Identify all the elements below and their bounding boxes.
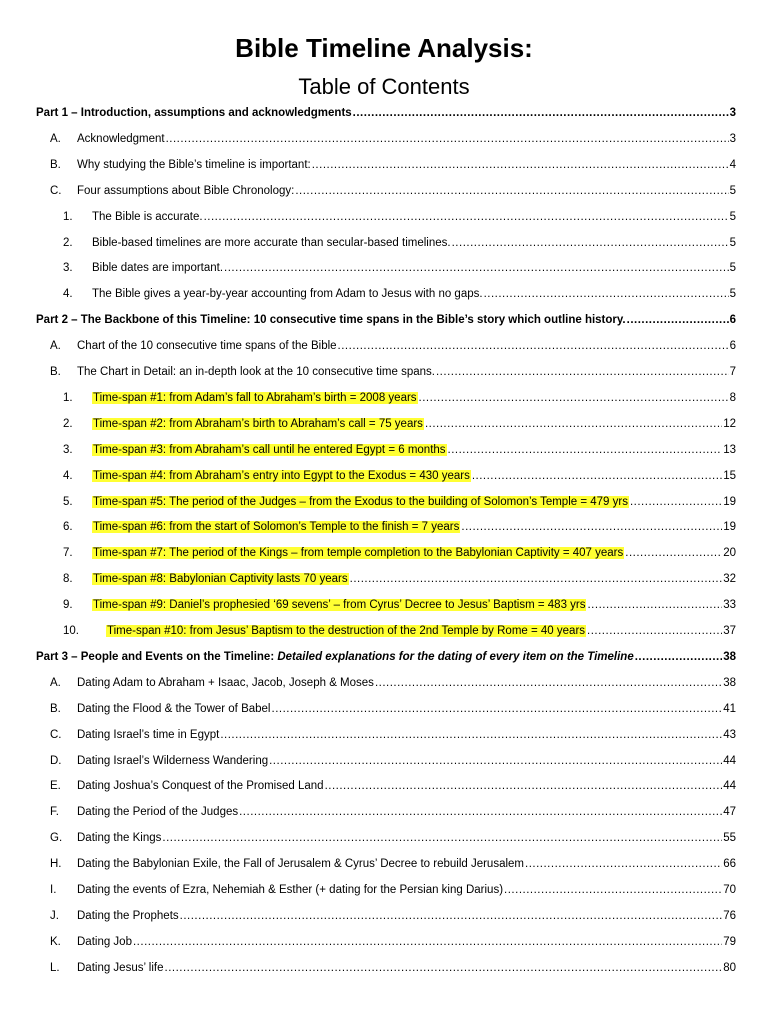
toc-entry-number: B. bbox=[50, 158, 61, 171]
dot-leader bbox=[224, 258, 729, 278]
toc-entry-number: 1. bbox=[63, 210, 73, 223]
toc-entry-title bbox=[92, 284, 483, 304]
toc-page-number: 80 bbox=[723, 961, 736, 974]
toc-entry-number: H. bbox=[50, 858, 62, 871]
toc-entry-number: 2. bbox=[63, 236, 73, 249]
toc-entry-number: 2. bbox=[63, 417, 73, 430]
toc-entry[interactable] bbox=[0, 207, 768, 227]
toc-entry-number: 3. bbox=[63, 262, 73, 275]
toc-entry-title bbox=[92, 466, 471, 486]
toc-entry-italic-text: Detailed explanations for the dating of every item on the Timeline bbox=[277, 650, 634, 663]
toc-entry-number: E. bbox=[50, 780, 61, 793]
toc-entry[interactable] bbox=[0, 854, 768, 874]
dot-leader bbox=[484, 284, 729, 304]
toc-entry[interactable] bbox=[0, 466, 768, 486]
toc-entry-number: A. bbox=[50, 676, 61, 689]
dot-leader bbox=[269, 751, 722, 771]
toc-page-number: 41 bbox=[723, 702, 736, 715]
dot-leader bbox=[625, 543, 722, 563]
toc-entry[interactable] bbox=[0, 932, 768, 952]
toc-entry-title bbox=[92, 543, 624, 563]
toc-entry-number: A. bbox=[50, 132, 61, 145]
toc-page-number: 47 bbox=[723, 806, 736, 819]
toc-entry-title bbox=[77, 181, 294, 201]
toc-entry-title-text: Dating the Prophets bbox=[77, 909, 179, 922]
toc-entry-title-text: Dating Joshua’s Conquest of the Promised Land bbox=[77, 780, 324, 793]
highlighted-title: Time-span #5: The period of the Judges – from the Exodus to the building of Solomon’s Temple = 479 yrs bbox=[93, 495, 628, 508]
toc-page-number: 8 bbox=[729, 391, 736, 404]
highlighted-title: Time-span #10: from Jesus’ Baptism to the destruction of the 2nd Temple by Rome = 40 years bbox=[107, 625, 586, 637]
toc-entry-title bbox=[36, 310, 626, 330]
dot-leader bbox=[472, 466, 722, 486]
toc-page-number: 5 bbox=[729, 210, 736, 223]
toc-part-entry[interactable] bbox=[0, 310, 768, 330]
toc-page-number: 5 bbox=[729, 236, 736, 249]
toc-entry[interactable] bbox=[0, 906, 768, 926]
toc-entry-title bbox=[77, 699, 271, 719]
toc-entry-title bbox=[77, 828, 161, 848]
toc-entry-number: B. bbox=[50, 366, 61, 378]
toc-entry-title-text: Dating Israel’s time in Egypt bbox=[77, 728, 220, 741]
toc-page-number: 19 bbox=[723, 495, 736, 508]
toc-entry-title-text: Dating the Flood & the Tower of Babel bbox=[77, 702, 271, 715]
toc-entry[interactable] bbox=[0, 673, 768, 693]
toc-entry-number: 1. bbox=[63, 391, 73, 404]
toc-entry-number: D. bbox=[50, 754, 62, 767]
toc-page-number: 5 bbox=[729, 288, 736, 301]
toc-entry[interactable] bbox=[0, 958, 768, 978]
toc-entry-title bbox=[77, 776, 324, 796]
toc-entry-title-text: The Bible is accurate. bbox=[92, 210, 203, 223]
toc-page-number: 19 bbox=[723, 521, 736, 534]
toc-entry-title bbox=[77, 958, 164, 978]
dot-leader bbox=[587, 595, 722, 615]
toc-page-number: 79 bbox=[723, 935, 736, 948]
toc-entry-title bbox=[77, 336, 337, 356]
dot-leader bbox=[239, 802, 722, 822]
toc-entry[interactable] bbox=[0, 751, 768, 771]
toc-entry-title-text: Dating Job bbox=[77, 935, 132, 948]
highlighted-title: Time-span #6: from the start of Solomon’s Temple to the finish = 7 years bbox=[93, 521, 460, 534]
toc-entry-title bbox=[92, 414, 424, 434]
toc-entry-title bbox=[77, 155, 311, 175]
toc-entry-title bbox=[92, 440, 447, 460]
toc-page-number: 12 bbox=[723, 417, 736, 430]
toc-entry[interactable] bbox=[0, 569, 768, 589]
dot-leader bbox=[220, 725, 722, 745]
toc-part-entry[interactable] bbox=[0, 647, 768, 667]
toc-entry-title-text: Dating the Babylonian Exile, the Fall of Jerusalem & Cyrus’ Decree to rebuild Jerusalem bbox=[77, 858, 525, 871]
toc-entry-title-text: Acknowledgment bbox=[77, 132, 165, 145]
toc-entry-title-text: Part 1 – Introduction, assumptions and acknowledgments bbox=[36, 107, 352, 119]
toc-entry[interactable] bbox=[0, 129, 768, 149]
dot-leader bbox=[448, 440, 723, 460]
toc-entry-number: G. bbox=[50, 832, 63, 845]
highlighted-title: Time-span #4: from Abraham’s entry into Egypt to the Exodus = 430 years bbox=[93, 469, 470, 482]
toc-entry-title bbox=[77, 129, 165, 149]
toc-page-number: 3 bbox=[729, 107, 736, 119]
dot-leader bbox=[295, 181, 728, 201]
toc-entry-title bbox=[92, 207, 203, 227]
toc-entry[interactable] bbox=[0, 233, 768, 253]
toc-entry-title-text: The Bible gives a year-by-year accounting from Adam to Jesus with no gaps. bbox=[92, 288, 483, 301]
dot-leader bbox=[627, 310, 729, 330]
toc-page-number: 37 bbox=[723, 625, 736, 637]
toc-entry[interactable] bbox=[0, 440, 768, 460]
dot-leader bbox=[338, 336, 729, 356]
toc-entry-number: K. bbox=[50, 935, 61, 948]
toc-entry-title bbox=[77, 854, 524, 874]
toc-entry[interactable] bbox=[0, 776, 768, 796]
toc-entry-title bbox=[92, 517, 460, 537]
dot-leader bbox=[353, 103, 729, 123]
toc-page-number: 38 bbox=[723, 650, 736, 663]
toc-entry-title-text: Dating Jesus’ life bbox=[77, 961, 164, 974]
toc-entry[interactable] bbox=[0, 388, 768, 408]
toc-entry[interactable] bbox=[0, 362, 768, 382]
dot-leader bbox=[325, 776, 723, 796]
toc-page-number: 55 bbox=[723, 832, 736, 845]
toc-entry[interactable] bbox=[0, 595, 768, 615]
toc-part-entry[interactable] bbox=[0, 103, 768, 123]
toc-entry-number: 4. bbox=[63, 288, 73, 301]
highlighted-title: Time-span #8: Babylonian Captivity lasts 70 years bbox=[93, 573, 348, 586]
toc-entry-title bbox=[77, 725, 219, 745]
toc-entry[interactable] bbox=[0, 181, 768, 201]
toc-entry-title bbox=[77, 362, 435, 382]
toc-entry[interactable] bbox=[0, 880, 768, 900]
toc-entry-title-text: Four assumptions about Bible Chronology: bbox=[77, 184, 295, 197]
toc-entry-title bbox=[92, 492, 629, 512]
toc-entry-title-text: The Chart in Detail: an in-depth look at the 10 consecutive time spans. bbox=[77, 366, 435, 378]
toc-entry-title-text: Part 3 – People and Events on the Timeline: bbox=[36, 650, 278, 663]
toc-entry-title bbox=[92, 388, 418, 408]
toc-entry-title-text: Dating the Period of the Judges bbox=[77, 806, 239, 819]
toc-entry-title-text: Chart of the 10 consecutive time spans of the Bible bbox=[77, 340, 337, 353]
toc-entry[interactable] bbox=[0, 155, 768, 175]
toc-entry-title bbox=[92, 595, 586, 615]
toc-entry-title bbox=[77, 751, 268, 771]
toc-entry-title bbox=[77, 802, 238, 822]
dot-leader bbox=[272, 699, 723, 719]
toc-page-number: 20 bbox=[723, 547, 736, 560]
toc-entry[interactable] bbox=[0, 284, 768, 304]
toc-entry-title bbox=[36, 103, 352, 123]
highlighted-title: Time-span #2: from Abraham’s birth to Abraham’s call = 75 years bbox=[93, 417, 423, 430]
dot-leader bbox=[630, 492, 722, 512]
toc-entry-title bbox=[77, 906, 179, 926]
toc-entry-title bbox=[77, 880, 503, 900]
toc-page-number: 70 bbox=[723, 884, 736, 896]
toc-entry-title-text: Part 2 – The Backbone of this Timeline: 10 consecutive time spans in the Bible’s story which outline history. bbox=[36, 314, 626, 327]
toc-entry[interactable] bbox=[0, 828, 768, 848]
toc-entry-number: 10. bbox=[63, 625, 79, 637]
toc-entry-number: 6. bbox=[63, 521, 73, 534]
toc-entry-title-text: Dating the Kings bbox=[77, 832, 162, 845]
dot-leader bbox=[133, 932, 722, 952]
dot-leader bbox=[452, 233, 729, 253]
dot-leader bbox=[162, 828, 722, 848]
toc-entry-number: C. bbox=[50, 184, 62, 197]
toc-entry-title bbox=[106, 621, 586, 641]
toc-page-number: 13 bbox=[723, 443, 736, 456]
toc-entry[interactable] bbox=[0, 725, 768, 745]
toc-entry[interactable] bbox=[0, 621, 768, 641]
toc-page-number: 15 bbox=[723, 469, 736, 482]
toc-page-number: 44 bbox=[723, 754, 736, 767]
toc-entry-number: 8. bbox=[63, 573, 73, 586]
dot-leader bbox=[587, 621, 722, 641]
toc-entry-number: F. bbox=[50, 806, 59, 819]
toc-page-number: 32 bbox=[723, 573, 736, 586]
toc-entry[interactable] bbox=[0, 543, 768, 563]
toc-page-number: 5 bbox=[729, 262, 736, 275]
dot-leader bbox=[166, 129, 729, 149]
dot-leader bbox=[525, 854, 722, 874]
toc-entry[interactable] bbox=[0, 517, 768, 537]
toc-page-number: 33 bbox=[723, 599, 736, 612]
toc-entry-title-text: Dating the events of Ezra, Nehemiah & Esther (+ dating for the Persian king Darius) bbox=[77, 884, 504, 896]
document-subtitle: Table of Contents bbox=[298, 74, 470, 99]
toc-entry-title bbox=[36, 647, 634, 667]
highlighted-title: Time-span #9: Daniel’s prophesied ‘69 sevens’ – from Cyrus’ Decree to Jesus’ Baptism = 483 yrs bbox=[93, 599, 586, 612]
document-title: Bible Timeline Analysis: bbox=[235, 33, 533, 63]
toc-page-number: 44 bbox=[723, 780, 736, 793]
toc-entry[interactable] bbox=[0, 336, 768, 356]
toc-entry[interactable] bbox=[0, 802, 768, 822]
toc-entry-title bbox=[77, 673, 374, 693]
dot-leader bbox=[375, 673, 722, 693]
highlighted-title: Time-span #1: from Adam’s fall to Abraham’s birth = 2008 years bbox=[93, 391, 417, 404]
toc-entry-title-text: Bible-based timelines are more accurate than secular-based timelines. bbox=[92, 236, 451, 249]
toc-entry-number: L. bbox=[50, 961, 60, 974]
dot-leader bbox=[419, 388, 729, 408]
toc-entry-number: I. bbox=[50, 884, 57, 896]
toc-entry[interactable] bbox=[0, 258, 768, 278]
toc-page-number: 6 bbox=[729, 340, 736, 353]
dot-leader bbox=[180, 906, 723, 926]
dot-leader bbox=[504, 880, 722, 900]
toc-page-number: 7 bbox=[729, 366, 736, 378]
toc-entry-title bbox=[92, 258, 223, 278]
dot-leader bbox=[312, 155, 729, 175]
toc-entry-title bbox=[92, 233, 451, 253]
dot-leader bbox=[204, 207, 729, 227]
toc-entry-number: 4. bbox=[63, 469, 73, 482]
dot-leader bbox=[165, 958, 723, 978]
toc-entry-title-text: Dating Adam to Abraham + Isaac, Jacob, Joseph & Moses bbox=[77, 676, 374, 689]
highlighted-title: Time-span #7: The period of the Kings – from temple completion to the Babylonian Captivity = 407 years bbox=[93, 547, 624, 560]
toc-entry-number: C. bbox=[50, 728, 62, 741]
toc-page-number: 3 bbox=[729, 132, 736, 145]
toc-entry-title-text: Bible dates are important. bbox=[92, 262, 224, 275]
toc-entry-number: J. bbox=[50, 909, 59, 922]
toc-entry-title bbox=[77, 932, 132, 952]
toc-entry[interactable] bbox=[0, 414, 768, 434]
toc-entry-number: 3. bbox=[63, 443, 73, 456]
toc-page-number: 38 bbox=[723, 676, 736, 689]
toc-entry-title-text: Why studying the Bible’s timeline is important: bbox=[77, 158, 311, 171]
toc-entry-number: 5. bbox=[63, 495, 73, 508]
toc-entry-number: 7. bbox=[63, 547, 73, 560]
toc-entry[interactable] bbox=[0, 492, 768, 512]
dot-leader bbox=[635, 647, 722, 667]
toc-entry-number: 9. bbox=[63, 599, 73, 612]
toc-page-number: 6 bbox=[729, 314, 736, 327]
toc-page-number: 4 bbox=[729, 158, 736, 171]
highlighted-title: Time-span #3: from Abraham’s call until he entered Egypt = 6 months bbox=[93, 443, 446, 456]
toc-entry-title-text: Dating Israel’s Wilderness Wandering bbox=[77, 754, 269, 767]
toc-entry-number: A. bbox=[50, 340, 61, 353]
toc-page-number: 43 bbox=[723, 728, 736, 741]
dot-leader bbox=[461, 517, 722, 537]
toc-page-number: 5 bbox=[729, 184, 736, 197]
toc-entry-title bbox=[92, 569, 349, 589]
toc-entry[interactable] bbox=[0, 699, 768, 719]
toc-entry-number: B. bbox=[50, 702, 61, 715]
dot-leader bbox=[350, 569, 723, 589]
toc-page-number: 76 bbox=[723, 909, 736, 922]
toc-page-number: 66 bbox=[723, 858, 736, 871]
dot-leader bbox=[436, 362, 729, 382]
dot-leader bbox=[425, 414, 722, 434]
